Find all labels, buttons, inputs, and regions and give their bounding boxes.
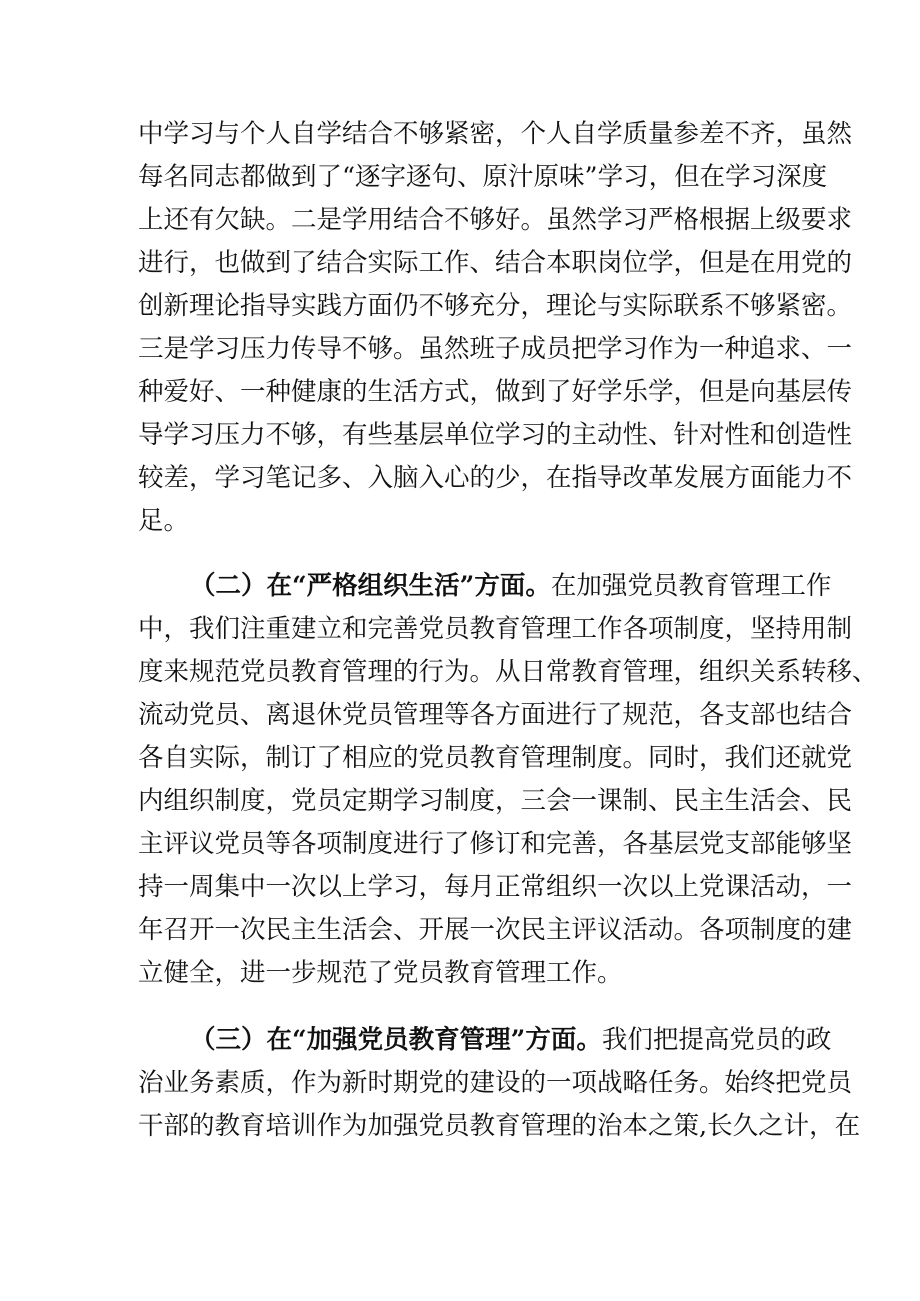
body-text-line: 中学习与个人自学结合不够紧密，个人自学质量参差不齐，虽然 — [138, 119, 853, 149]
body-text-line: 三是学习压力传导不够。虽然班子成员把学习作为一种追求、一 — [138, 334, 853, 364]
body-text-line: 足。 — [138, 506, 190, 536]
body-text-line: 治业务素质，作为新时期党的建设的一项战略任务。始终把党员 — [138, 1068, 853, 1098]
body-text-line: 较差，学习笔记多、入脑入心的少，在指导改革发展方面能力不 — [138, 463, 853, 493]
body-text: 在加强党员教育管理工作 — [550, 571, 832, 601]
section-heading-line — [190, 1022, 832, 1058]
body-text-line: 中，我们注重建立和完善党员教育管理工作各项制度，坚持用制 — [138, 614, 853, 644]
body-text-line: 持一周集中一次以上学习，每月正常组织一次以上党课活动，一 — [138, 872, 853, 902]
body-text-line: 导学习压力不够，有些基层单位学习的主动性、针对性和创造性 — [138, 420, 853, 450]
body-text-line: 流动党员、离退休党员管理等各方面进行了规范，各支部也结合 — [138, 700, 853, 730]
body-text: 我们把提高党员的政 — [601, 1025, 832, 1055]
body-text-line: 种爱好、一种健康的生活方式，做到了好学乐学，但是向基层传 — [138, 377, 853, 407]
body-text-line: 各自实际，制订了相应的党员教育管理制度。同时，我们还就党 — [138, 743, 853, 773]
body-text-line: 创新理论指导实践方面仍不够充分，理论与实际联系不够紧密。 — [138, 291, 853, 321]
section-heading-line — [190, 568, 832, 604]
body-text-line: 进行，也做到了结合实际工作、结合本职岗位学，但是在用党的 — [138, 248, 853, 278]
section-heading: （三）在“加强党员教育管理”方面。 — [190, 1025, 602, 1055]
body-text-line: 年召开一次民主生活会、开展一次民主评议活动。各项制度的建 — [138, 915, 853, 945]
body-text-line: 上还有欠缺。二是学用结合不够好。虽然学习严格根据上级要求 — [138, 205, 853, 235]
section-heading: （二）在“严格组织生活”方面。 — [190, 571, 551, 601]
body-text-line: 主评议党员等各项制度进行了修订和完善，各基层党支部能够坚 — [138, 829, 853, 859]
body-text-line: 立健全，进一步规范了党员教育管理工作。 — [138, 958, 623, 988]
body-text-line: 每名同志都做到了“逐字逐句、原汁原味”学习，但在学习深度 — [138, 162, 828, 192]
body-text-line: 干部的教育培训作为加强党员教育管理的治本之策,长久之计，在 — [138, 1111, 861, 1141]
body-text-line: 度来规范党员教育管理的行为。从日常教育管理，组织关系转移、 — [138, 657, 878, 687]
body-text-line: 内组织制度，党员定期学习制度，三会一课制、民主生活会、民 — [138, 786, 853, 816]
